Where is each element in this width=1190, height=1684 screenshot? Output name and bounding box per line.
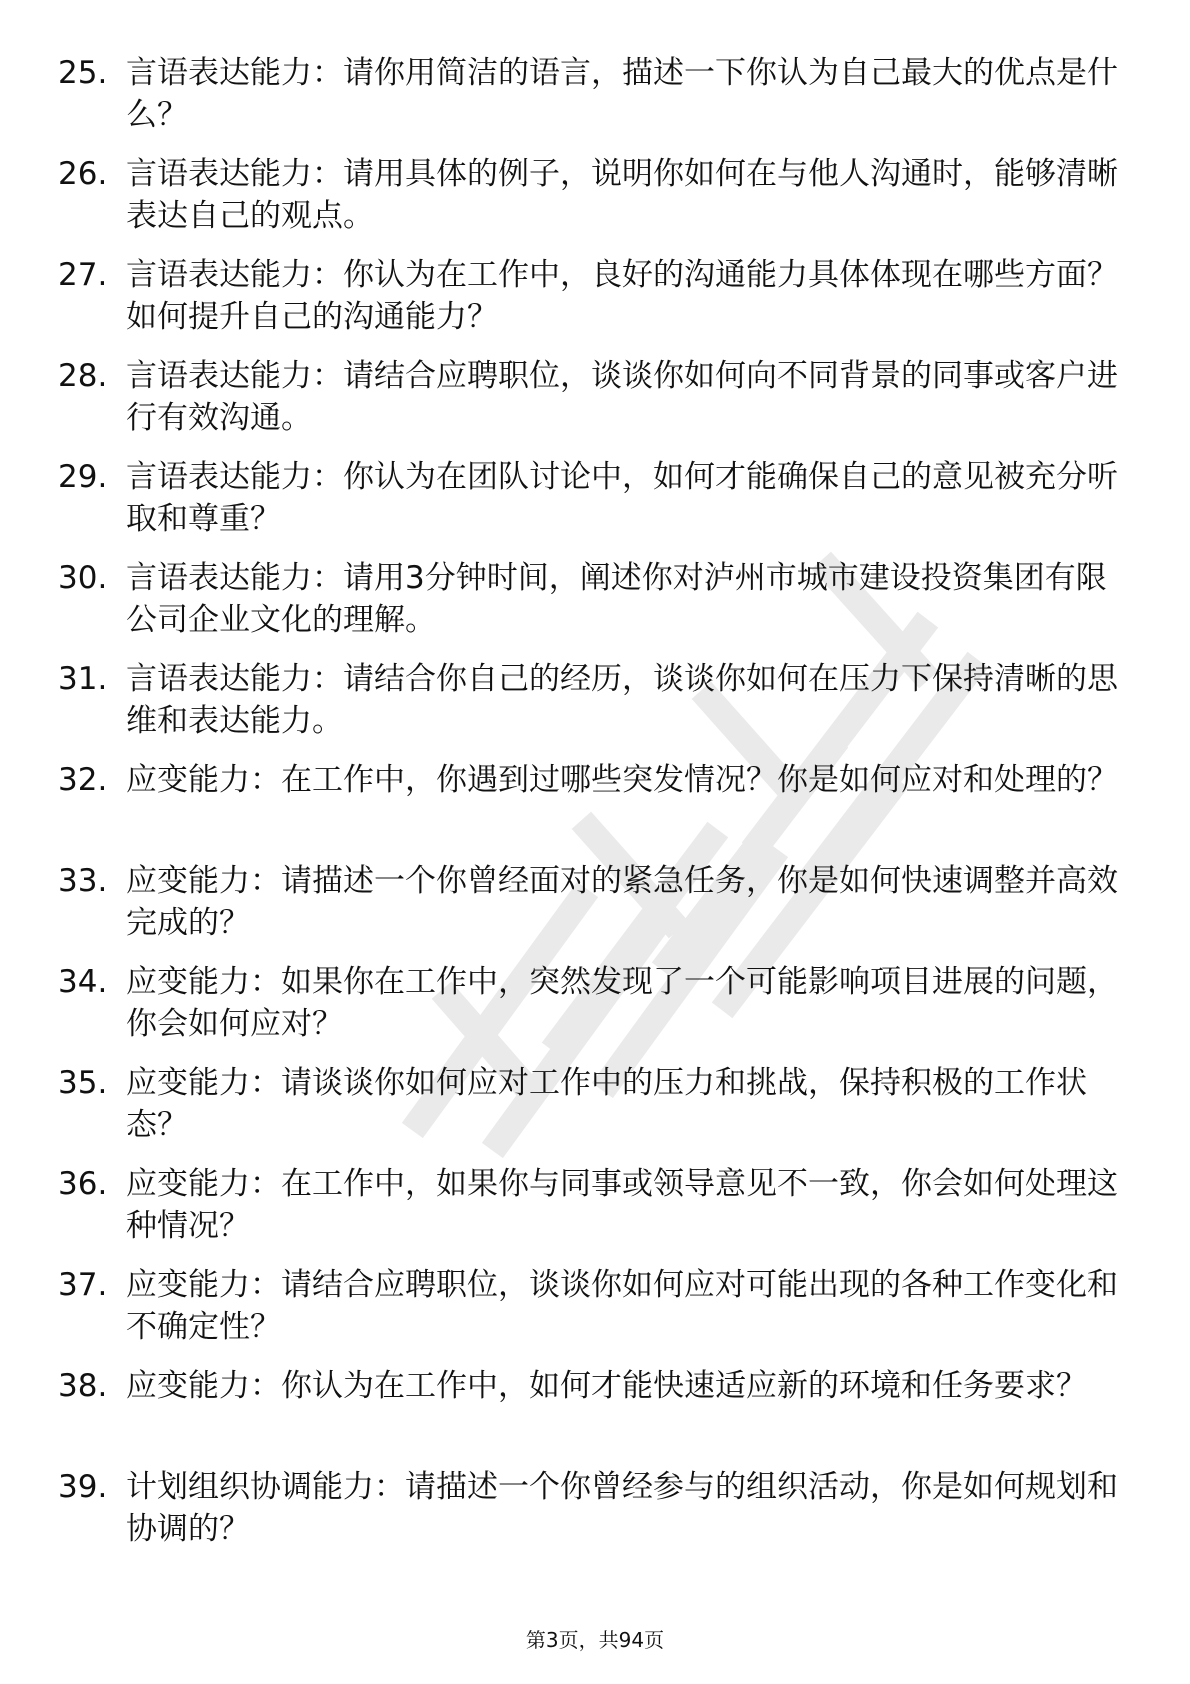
question-item (58, 1466, 1138, 1567)
question-number: 27. (58, 257, 108, 293)
question-item (58, 1264, 1138, 1365)
question-text: 言语表达能力：请你用简洁的语言，描述一下你认为自己最大的优点是什么？ (126, 55, 1118, 133)
question-number: 33. (58, 863, 108, 899)
question-text: 应变能力：你认为在工作中，如何才能快速适应新的环境和任务要求？ (126, 1368, 1087, 1404)
question-number: 37. (58, 1267, 108, 1303)
question-list (58, 52, 1138, 1567)
question-number: 35. (58, 1065, 108, 1101)
question-text: 言语表达能力：请用具体的例子，说明你如何在与他人沟通时，能够清晰表达自己的观点。 (126, 156, 1118, 234)
question-item (58, 1163, 1138, 1264)
question-item (58, 355, 1138, 456)
question-number: 39. (58, 1469, 108, 1505)
question-text: 言语表达能力：你认为在工作中，良好的沟通能力具体体现在哪些方面？如何提升自己的沟通能力？ (126, 257, 1118, 335)
question-number: 34. (58, 964, 108, 1000)
question-item (58, 860, 1138, 961)
question-text: 言语表达能力：请结合你自己的经历，谈谈你如何在压力下保持清晰的思维和表达能力。 (126, 661, 1118, 739)
question-number: 28. (58, 358, 108, 394)
question-item (58, 658, 1138, 759)
question-text: 应变能力：如果你在工作中，突然发现了一个可能影响项目进展的问题，你会如何应对？ (126, 964, 1118, 1042)
question-item (58, 254, 1138, 355)
page-number-label: 第3页，共94页 (525, 1628, 665, 1652)
question-number: 32. (58, 762, 108, 798)
question-item (58, 759, 1138, 860)
question-text: 计划组织协调能力：请描述一个你曾经参与的组织活动，你是如何规划和协调的？ (126, 1469, 1118, 1547)
question-number: 26. (58, 156, 108, 192)
question-number: 31. (58, 661, 108, 697)
question-number: 25. (58, 55, 108, 91)
question-text: 应变能力：请谈谈你如何应对工作中的压力和挑战，保持积极的工作状态？ (126, 1065, 1087, 1143)
question-text: 应变能力：请结合应聘职位，谈谈你如何应对可能出现的各种工作变化和不确定性？ (126, 1267, 1118, 1345)
question-number: 29. (58, 459, 108, 495)
question-number: 36. (58, 1166, 108, 1202)
question-text: 言语表达能力：你认为在团队讨论中，如何才能确保自己的意见被充分听取和尊重？ (126, 459, 1118, 537)
question-item (58, 961, 1138, 1062)
page-footer (0, 1626, 1190, 1654)
question-item (58, 456, 1138, 557)
question-number: 38. (58, 1368, 108, 1404)
question-number: 30. (58, 560, 108, 596)
question-item (58, 153, 1138, 254)
question-item (58, 1365, 1138, 1466)
question-item (58, 1062, 1138, 1163)
question-text: 应变能力：请描述一个你曾经面对的紧急任务，你是如何快速调整并高效完成的？ (126, 863, 1118, 941)
question-text: 应变能力：在工作中，如果你与同事或领导意见不一致，你会如何处理这种情况？ (126, 1166, 1118, 1244)
question-text: 言语表达能力：请结合应聘职位，谈谈你如何向不同背景的同事或客户进行有效沟通。 (126, 358, 1118, 436)
question-item (58, 52, 1138, 153)
question-text: 应变能力：在工作中，你遇到过哪些突发情况？你是如何应对和处理的？ (126, 762, 1118, 798)
question-item (58, 557, 1138, 658)
question-text: 言语表达能力：请用3分钟时间，阐述你对泸州市城市建设投资集团有限公司企业文化的理解。 (126, 560, 1107, 638)
